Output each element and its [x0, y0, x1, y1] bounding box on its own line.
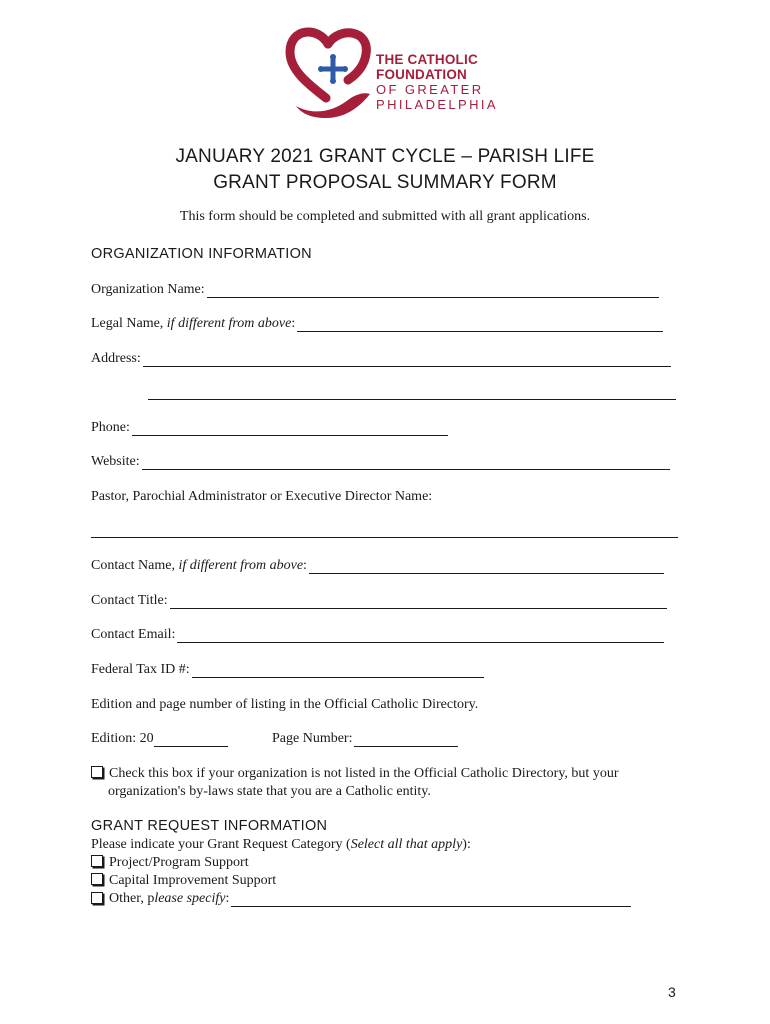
tax-id-field	[91, 662, 484, 678]
other-colon: :	[225, 891, 230, 906]
org-name-label: Organization Name:	[91, 282, 205, 297]
logo-line-3: OF GREATER	[376, 82, 484, 97]
grant-prompt-end: ):	[462, 837, 471, 852]
pastor-label: Pastor, Parochial Administrator or Executive Director Name:	[91, 489, 433, 504]
logo-line-2: FOUNDATION	[376, 67, 467, 82]
other-label: Other, p	[109, 891, 155, 906]
pastor-input[interactable]	[91, 537, 678, 538]
other-note: lease specify	[154, 891, 226, 906]
tax-id-input[interactable]	[192, 663, 484, 678]
grant-prompt-note: Select all that apply	[350, 837, 463, 852]
capital-improvement-label: Capital Improvement Support	[109, 873, 277, 888]
option-capital-row	[91, 873, 276, 889]
logo-wordmark	[376, 52, 498, 112]
legal-name-colon: :	[291, 316, 296, 331]
option-project-row	[91, 855, 249, 871]
heart-hand-logo-icon	[282, 22, 374, 122]
not-listed-text-1: Check this box if your organization is not listed in the Official Catholic Directory, but your	[109, 766, 619, 781]
org-section-heading: ORGANIZATION INFORMATION	[91, 246, 312, 262]
tax-id-label: Federal Tax ID #:	[91, 662, 190, 677]
page-title-line-1: JANUARY 2021 GRANT CYCLE – PARISH LIFE	[175, 146, 595, 167]
capital-improvement-checkbox[interactable]	[91, 873, 103, 885]
contact-title-label: Contact Title:	[91, 593, 168, 608]
page-number-field	[272, 731, 458, 747]
contact-name-field	[91, 558, 664, 574]
grant-section-heading: GRANT REQUEST INFORMATION	[91, 818, 328, 834]
legal-name-note: if different from above	[166, 316, 292, 331]
project-program-checkbox[interactable]	[91, 855, 103, 867]
website-input[interactable]	[142, 455, 670, 470]
legal-name-field	[91, 316, 663, 332]
org-name-input[interactable]	[207, 283, 659, 298]
other-specify-input[interactable]	[231, 892, 631, 907]
legal-name-label: Legal Name,	[91, 316, 164, 331]
edition-field	[91, 731, 228, 747]
contact-email-input[interactable]	[177, 628, 664, 643]
address-input-line-2[interactable]	[148, 399, 676, 400]
directory-text: Edition and page number of listing in the Official Catholic Directory.	[91, 697, 479, 712]
page-number-label: Page Number:	[272, 731, 353, 746]
phone-label: Phone:	[91, 420, 130, 435]
contact-name-input[interactable]	[309, 559, 664, 574]
not-listed-checkbox-row	[91, 766, 618, 782]
edition-label: Edition: 20	[91, 731, 154, 746]
org-name-field	[91, 282, 659, 298]
grant-prompt	[91, 837, 471, 853]
foundation-logo	[282, 22, 502, 122]
logo-line-4: PHILADELPHIA	[376, 97, 499, 112]
other-checkbox[interactable]	[91, 892, 103, 904]
not-listed-text-2: organization's by-laws state that you are a Catholic entity.	[108, 784, 431, 799]
address-input-line-1[interactable]	[143, 352, 671, 367]
phone-input[interactable]	[132, 421, 448, 436]
contact-name-note: if different from above	[178, 558, 304, 573]
phone-field	[91, 420, 448, 436]
option-other-row	[91, 891, 631, 907]
page-number-input[interactable]	[354, 732, 458, 747]
contact-name-label: Contact Name,	[91, 558, 175, 573]
not-listed-checkbox[interactable]	[91, 766, 103, 778]
contact-name-colon: :	[303, 558, 307, 573]
contact-title-input[interactable]	[170, 594, 667, 609]
intro-text: This form should be completed and submitted with all grant applications.	[179, 209, 591, 224]
logo-line-1: THE CATHOLIC	[376, 52, 478, 67]
project-program-label: Project/Program Support	[109, 855, 249, 870]
contact-email-label: Contact Email:	[91, 627, 176, 642]
address-field	[91, 351, 671, 367]
website-label: Website:	[91, 454, 140, 469]
legal-name-input[interactable]	[297, 317, 663, 332]
website-field	[91, 454, 670, 470]
page-number: 3	[668, 984, 676, 1000]
contact-email-field	[91, 627, 664, 643]
page-title-line-2: GRANT PROPOSAL SUMMARY FORM	[213, 172, 557, 193]
edition-input[interactable]	[154, 732, 228, 747]
contact-title-field	[91, 593, 667, 609]
grant-prompt-text: Please indicate your Grant Request Category (	[91, 837, 351, 852]
address-label: Address:	[91, 351, 141, 366]
